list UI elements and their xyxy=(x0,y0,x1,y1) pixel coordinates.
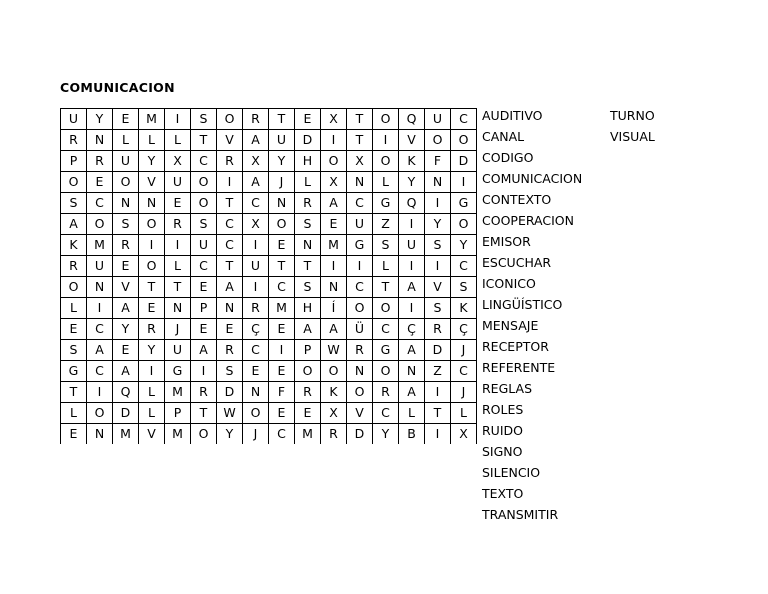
grid-cell: N xyxy=(295,235,321,256)
grid-cell: S xyxy=(61,193,87,214)
grid-cell: N xyxy=(87,130,113,151)
grid-cell: M xyxy=(321,235,347,256)
grid-cell: R xyxy=(113,235,139,256)
grid-cell: Y xyxy=(139,340,165,361)
grid-cell: D xyxy=(425,340,451,361)
grid-cell: L xyxy=(451,403,477,424)
grid-cell: T xyxy=(347,130,373,151)
grid-cell: P xyxy=(295,340,321,361)
grid-cell: C xyxy=(373,319,399,340)
grid-cell: N xyxy=(347,361,373,382)
word-list-item: ICONICO xyxy=(482,276,536,291)
grid-cell: I xyxy=(165,235,191,256)
grid-cell: T xyxy=(425,403,451,424)
grid-cell: Z xyxy=(425,361,451,382)
word-list-column-2 xyxy=(610,105,655,147)
grid-cell: L xyxy=(373,256,399,277)
grid-cell: E xyxy=(321,214,347,235)
grid-cell: R xyxy=(61,256,87,277)
grid-cell: T xyxy=(347,109,373,130)
grid-cell: C xyxy=(347,193,373,214)
grid-cell: X xyxy=(451,424,477,445)
grid-cell: Z xyxy=(373,214,399,235)
grid-cell: Y xyxy=(451,235,477,256)
grid-cell: C xyxy=(451,361,477,382)
grid-cell: U xyxy=(347,214,373,235)
grid-cell: G xyxy=(347,235,373,256)
grid-row xyxy=(61,193,477,214)
word-list-item: CODIGO xyxy=(482,150,534,165)
grid-cell: I xyxy=(399,298,425,319)
grid-cell: M xyxy=(165,382,191,403)
grid-cell: C xyxy=(451,109,477,130)
grid-cell: Ç xyxy=(243,319,269,340)
grid-row xyxy=(61,382,477,403)
grid-cell: N xyxy=(347,172,373,193)
word-list-item: SIGNO xyxy=(482,444,523,459)
grid-cell: I xyxy=(269,340,295,361)
grid-cell: L xyxy=(113,130,139,151)
grid-cell: O xyxy=(61,172,87,193)
grid-cell: F xyxy=(269,382,295,403)
word-list-item: COOPERACION xyxy=(482,213,574,228)
grid-cell: S xyxy=(425,298,451,319)
grid-row xyxy=(61,403,477,424)
grid-cell: Y xyxy=(113,319,139,340)
grid-cell: N xyxy=(269,193,295,214)
grid-cell: G xyxy=(373,340,399,361)
grid-cell: E xyxy=(269,235,295,256)
grid-cell: D xyxy=(113,403,139,424)
grid-cell: O xyxy=(373,109,399,130)
grid-row xyxy=(61,277,477,298)
grid-cell: P xyxy=(191,298,217,319)
grid-cell: L xyxy=(165,130,191,151)
grid-cell: I xyxy=(347,256,373,277)
grid-cell: O xyxy=(61,277,87,298)
grid-cell: C xyxy=(87,193,113,214)
grid-cell: A xyxy=(61,214,87,235)
grid-cell: R xyxy=(165,214,191,235)
grid-cell: R xyxy=(373,382,399,403)
grid-cell: D xyxy=(451,151,477,172)
grid-cell: Ç xyxy=(451,319,477,340)
grid-row xyxy=(61,319,477,340)
grid-cell: O xyxy=(243,403,269,424)
grid-cell: O xyxy=(321,151,347,172)
grid-cell: L xyxy=(165,256,191,277)
grid-cell: O xyxy=(295,361,321,382)
grid-cell: U xyxy=(399,235,425,256)
grid-cell: K xyxy=(451,298,477,319)
grid-cell: N xyxy=(399,361,425,382)
grid-cell: M xyxy=(295,424,321,445)
grid-cell: Q xyxy=(113,382,139,403)
grid-cell: I xyxy=(321,256,347,277)
grid-cell: I xyxy=(243,235,269,256)
word-list-item: TRANSMITIR xyxy=(482,507,559,522)
grid-cell: H xyxy=(295,298,321,319)
grid-cell: T xyxy=(295,256,321,277)
grid-cell: I xyxy=(217,172,243,193)
grid-cell: C xyxy=(243,193,269,214)
grid-cell: I xyxy=(139,361,165,382)
grid-cell: I xyxy=(139,235,165,256)
grid-cell: A xyxy=(295,319,321,340)
grid-cell: M xyxy=(269,298,295,319)
grid-cell: N xyxy=(321,277,347,298)
grid-cell: O xyxy=(347,298,373,319)
grid-row xyxy=(61,109,477,130)
grid-cell: A xyxy=(87,340,113,361)
grid-cell: Ç xyxy=(399,319,425,340)
word-list-item: LINGÜÍSTICO xyxy=(482,297,563,312)
grid-cell: I xyxy=(87,298,113,319)
grid-cell: J xyxy=(451,340,477,361)
grid-cell: L xyxy=(61,298,87,319)
grid-cell: E xyxy=(217,319,243,340)
grid-cell: V xyxy=(139,172,165,193)
grid-cell: R xyxy=(217,151,243,172)
grid-cell: O xyxy=(373,361,399,382)
grid-cell: E xyxy=(113,256,139,277)
grid-cell: A xyxy=(191,340,217,361)
grid-cell: T xyxy=(269,256,295,277)
grid-cell: O xyxy=(139,256,165,277)
grid-cell: I xyxy=(451,172,477,193)
grid-cell: U xyxy=(165,340,191,361)
grid-cell: H xyxy=(295,151,321,172)
grid-row xyxy=(61,214,477,235)
word-list-item: RUIDO xyxy=(482,423,523,438)
grid-cell: D xyxy=(295,130,321,151)
grid-cell: E xyxy=(191,277,217,298)
word-list-item: AUDITIVO xyxy=(482,108,543,123)
grid-cell: I xyxy=(87,382,113,403)
grid-cell: O xyxy=(451,214,477,235)
word-list-item: RECEPTOR xyxy=(482,339,549,354)
word-list-item: REFERENTE xyxy=(482,360,556,375)
grid-cell: N xyxy=(139,193,165,214)
grid-cell: Y xyxy=(373,424,399,445)
grid-cell: C xyxy=(269,277,295,298)
grid-cell: C xyxy=(451,256,477,277)
grid-cell: R xyxy=(243,298,269,319)
word-list-item: VISUAL xyxy=(610,129,655,144)
grid-row xyxy=(61,298,477,319)
grid-cell: U xyxy=(243,256,269,277)
grid-cell: R xyxy=(217,340,243,361)
grid-cell: U xyxy=(191,235,217,256)
grid-cell: T xyxy=(217,193,243,214)
grid-cell: G xyxy=(373,193,399,214)
grid-cell: I xyxy=(165,109,191,130)
grid-row xyxy=(61,172,477,193)
grid-cell: O xyxy=(87,403,113,424)
grid-cell: O xyxy=(373,298,399,319)
grid-cell: O xyxy=(321,361,347,382)
grid-cell: L xyxy=(139,403,165,424)
grid-cell: J xyxy=(243,424,269,445)
grid-cell: F xyxy=(425,151,451,172)
grid-row xyxy=(61,424,477,445)
grid-cell: X xyxy=(321,109,347,130)
grid-cell: T xyxy=(191,403,217,424)
grid-cell: R xyxy=(295,382,321,403)
grid-cell: S xyxy=(113,214,139,235)
grid-cell: C xyxy=(243,340,269,361)
grid-cell: T xyxy=(191,130,217,151)
grid-cell: E xyxy=(61,424,87,445)
grid-cell: R xyxy=(425,319,451,340)
grid-cell: I xyxy=(399,256,425,277)
grid-cell: A xyxy=(399,340,425,361)
grid-cell: R xyxy=(347,340,373,361)
grid-cell: R xyxy=(321,424,347,445)
grid-cell: O xyxy=(217,109,243,130)
grid-row xyxy=(61,340,477,361)
word-list-item: TURNO xyxy=(610,108,655,123)
grid-cell: O xyxy=(139,214,165,235)
grid-cell: N xyxy=(87,277,113,298)
grid-cell: W xyxy=(321,340,347,361)
grid-cell: V xyxy=(113,277,139,298)
word-search-grid xyxy=(60,108,477,444)
grid-cell: O xyxy=(191,193,217,214)
grid-cell: V xyxy=(139,424,165,445)
grid-cell: I xyxy=(191,361,217,382)
grid-cell: O xyxy=(87,214,113,235)
grid-cell: E xyxy=(269,319,295,340)
grid-cell: C xyxy=(87,319,113,340)
grid-cell: X xyxy=(321,172,347,193)
grid-cell: P xyxy=(61,151,87,172)
grid-row xyxy=(61,151,477,172)
word-list-item: CANAL xyxy=(482,129,525,144)
grid-cell: S xyxy=(295,277,321,298)
grid-cell: A xyxy=(217,277,243,298)
grid-cell: Y xyxy=(139,151,165,172)
grid-cell: Q xyxy=(399,109,425,130)
grid-cell: E xyxy=(139,298,165,319)
grid-cell: C xyxy=(347,277,373,298)
word-list-column-1 xyxy=(482,105,582,525)
word-list-item: EMISOR xyxy=(482,234,531,249)
grid-cell: N xyxy=(165,298,191,319)
grid-cell: T xyxy=(139,277,165,298)
word-list-item: COMUNICACION xyxy=(482,171,583,186)
grid-cell: M xyxy=(139,109,165,130)
grid-cell: X xyxy=(165,151,191,172)
grid-cell: L xyxy=(139,130,165,151)
grid-cell: M xyxy=(165,424,191,445)
grid-cell: G xyxy=(165,361,191,382)
grid-cell: Y xyxy=(217,424,243,445)
grid-cell: U xyxy=(269,130,295,151)
grid-row xyxy=(61,235,477,256)
grid-cell: X xyxy=(321,403,347,424)
grid-row xyxy=(61,256,477,277)
grid-cell: C xyxy=(217,235,243,256)
grid-cell: G xyxy=(451,193,477,214)
grid-cell: Y xyxy=(87,109,113,130)
grid-cell: T xyxy=(373,277,399,298)
grid-cell: R xyxy=(61,130,87,151)
grid-cell: O xyxy=(191,424,217,445)
grid-cell: N xyxy=(243,382,269,403)
grid-cell: E xyxy=(113,109,139,130)
word-list-item: ROLES xyxy=(482,402,524,417)
grid-cell: A xyxy=(399,277,425,298)
grid-cell: L xyxy=(139,382,165,403)
grid-cell: I xyxy=(425,382,451,403)
grid-cell: J xyxy=(165,319,191,340)
grid-cell: T xyxy=(61,382,87,403)
grid-cell: Í xyxy=(321,298,347,319)
grid-cell: U xyxy=(113,151,139,172)
grid-cell: U xyxy=(425,109,451,130)
grid-cell: S xyxy=(373,235,399,256)
grid-cell: D xyxy=(217,382,243,403)
grid-cell: V xyxy=(425,277,451,298)
grid-cell: Y xyxy=(425,214,451,235)
grid-cell: C xyxy=(373,403,399,424)
grid-cell: G xyxy=(61,361,87,382)
word-list-item: MENSAJE xyxy=(482,318,539,333)
grid-cell: E xyxy=(61,319,87,340)
grid-cell: K xyxy=(399,151,425,172)
grid-cell: S xyxy=(217,361,243,382)
grid-cell: I xyxy=(399,214,425,235)
grid-cell: X xyxy=(243,214,269,235)
grid-cell: N xyxy=(425,172,451,193)
grid-cell: E xyxy=(87,172,113,193)
grid-cell: Y xyxy=(399,172,425,193)
grid-cell: O xyxy=(451,130,477,151)
grid-cell: K xyxy=(61,235,87,256)
grid-cell: O xyxy=(347,382,373,403)
grid-cell: N xyxy=(217,298,243,319)
grid-cell: A xyxy=(243,172,269,193)
grid-cell: E xyxy=(191,319,217,340)
word-list-item: REGLAS xyxy=(482,381,533,396)
grid-cell: C xyxy=(191,151,217,172)
grid-cell: A xyxy=(399,382,425,403)
grid-cell: C xyxy=(269,424,295,445)
grid-cell: I xyxy=(243,277,269,298)
grid-cell: T xyxy=(165,277,191,298)
grid-cell: E xyxy=(165,193,191,214)
word-list-item: TEXTO xyxy=(482,486,524,501)
grid-cell: S xyxy=(425,235,451,256)
grid-cell: J xyxy=(269,172,295,193)
grid-cell: L xyxy=(373,172,399,193)
grid-cell: R xyxy=(139,319,165,340)
grid-cell: E xyxy=(113,340,139,361)
grid-cell: S xyxy=(451,277,477,298)
grid-cell: P xyxy=(165,403,191,424)
grid-cell: Q xyxy=(399,193,425,214)
grid-cell: C xyxy=(87,361,113,382)
grid-cell: T xyxy=(217,256,243,277)
grid-cell: O xyxy=(373,151,399,172)
grid-cell: S xyxy=(61,340,87,361)
grid-cell: T xyxy=(269,109,295,130)
grid-cell: S xyxy=(191,109,217,130)
grid-cell: R xyxy=(295,193,321,214)
grid-cell: A xyxy=(321,319,347,340)
grid-cell: V xyxy=(347,403,373,424)
grid-cell: Ü xyxy=(347,319,373,340)
grid-cell: M xyxy=(113,424,139,445)
grid-cell: C xyxy=(217,214,243,235)
grid-cell: A xyxy=(113,361,139,382)
grid-cell: S xyxy=(191,214,217,235)
grid-cell: W xyxy=(217,403,243,424)
word-list-item: ESCUCHAR xyxy=(482,255,552,270)
grid-cell: O xyxy=(113,172,139,193)
grid-cell: I xyxy=(425,424,451,445)
grid-cell: X xyxy=(347,151,373,172)
grid-cell: K xyxy=(321,382,347,403)
grid-cell: O xyxy=(191,172,217,193)
grid-cell: N xyxy=(87,424,113,445)
word-list-item: CONTEXTO xyxy=(482,192,552,207)
grid-cell: L xyxy=(295,172,321,193)
grid-cell: I xyxy=(425,256,451,277)
grid-cell: V xyxy=(217,130,243,151)
grid-cell: E xyxy=(295,109,321,130)
grid-cell: N xyxy=(113,193,139,214)
grid-cell: L xyxy=(61,403,87,424)
grid-cell: C xyxy=(191,256,217,277)
grid-cell: A xyxy=(321,193,347,214)
grid-cell: Y xyxy=(269,151,295,172)
grid-cell: U xyxy=(61,109,87,130)
grid-cell: S xyxy=(295,214,321,235)
grid-row xyxy=(61,361,477,382)
grid-cell: M xyxy=(87,235,113,256)
grid-cell: U xyxy=(87,256,113,277)
puzzle-title: COMUNICACION xyxy=(60,80,175,95)
grid-cell: I xyxy=(425,193,451,214)
grid-cell: J xyxy=(451,382,477,403)
grid-cell: O xyxy=(269,214,295,235)
grid-cell: E xyxy=(295,403,321,424)
grid-cell: I xyxy=(373,130,399,151)
grid-cell: E xyxy=(243,361,269,382)
grid-cell: I xyxy=(321,130,347,151)
grid-cell: U xyxy=(165,172,191,193)
grid-cell: A xyxy=(113,298,139,319)
grid-cell: A xyxy=(243,130,269,151)
grid-cell: E xyxy=(269,361,295,382)
grid-cell: O xyxy=(425,130,451,151)
grid-row xyxy=(61,130,477,151)
word-list-item: SILENCIO xyxy=(482,465,541,480)
grid-cell: V xyxy=(399,130,425,151)
grid-cell: R xyxy=(191,382,217,403)
grid-cell: X xyxy=(243,151,269,172)
grid-cell: R xyxy=(243,109,269,130)
grid-cell: D xyxy=(347,424,373,445)
grid-cell: L xyxy=(399,403,425,424)
grid-cell: B xyxy=(399,424,425,445)
grid-cell: R xyxy=(87,151,113,172)
grid-cell: E xyxy=(269,403,295,424)
